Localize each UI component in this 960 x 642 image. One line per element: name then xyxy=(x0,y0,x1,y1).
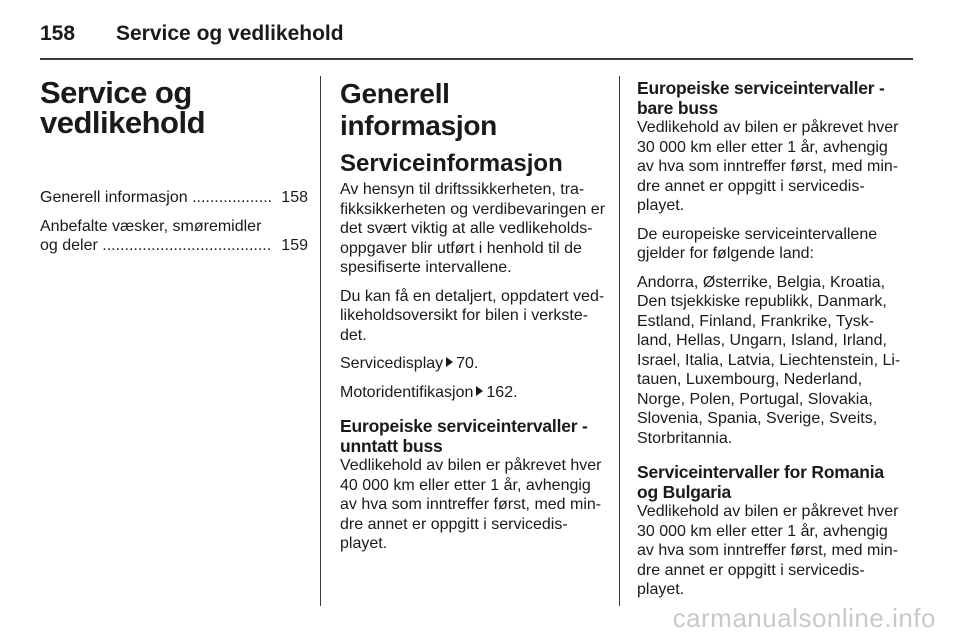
page-header xyxy=(40,14,913,54)
paragraph: Av hensyn til driftssikkerheten, tra- fikksikkerheten og verdibevaringen er det svært viktig at alle vedlikeholds- oppgaver blir utført i henhold til de spesifiserte intervallene. xyxy=(340,181,606,276)
section-title: Serviceintervaller for Romania og Bulgaria xyxy=(637,462,884,502)
page-reference-icon xyxy=(476,386,483,396)
left-column xyxy=(40,75,308,265)
right-column xyxy=(637,78,917,609)
watermark: carmanualsonline.info xyxy=(672,603,936,633)
middle-column xyxy=(340,78,612,563)
cross-reference[interactable]: Motoridentifikasjon 162. xyxy=(340,383,518,401)
column-divider-2 xyxy=(619,76,620,606)
section-title: Europeiske serviceintervaller - bare buss xyxy=(637,78,885,118)
cross-reference[interactable]: Servicedisplay 70. xyxy=(340,355,479,372)
toc-entry[interactable]: Anbefalte væsker, smøremidler og deler ...................................... 159 xyxy=(40,217,308,254)
paragraph: Vedlikehold av bilen er påkrevet hver 40 000 km eller etter 1 år, avhengig av hva som inntreffer først, med min- dre annet er oppgitt i servicedis- playet. xyxy=(340,457,602,552)
paragraph: Vedlikehold av bilen er påkrevet hver 30 000 km eller etter 1 år, avhengig av hva som inntreffer først, med min- dre annet er oppgitt i servicedis- playet. xyxy=(637,503,899,598)
paragraph: Du kan få en detaljert, oppdatert ved- likeholdsoversikt for bilen i verkste- det. xyxy=(340,287,605,344)
section-title: Europeiske serviceintervaller - unntatt buss xyxy=(340,416,588,456)
table-of-contents xyxy=(40,188,308,256)
section-heading: Generell informasjon xyxy=(340,78,497,141)
subsection-heading: Serviceinformasjon xyxy=(340,150,563,177)
page-reference-icon xyxy=(446,357,453,367)
page-number: 158 xyxy=(40,22,76,45)
running-title: Service og vedlikehold xyxy=(116,22,344,45)
toc-entry[interactable]: Generell informasjon .................. 158 xyxy=(40,189,308,206)
paragraph: Vedlikehold av bilen er påkrevet hver 30 000 km eller etter 1 år, avhengig av hva som inntreffer først, med min- dre annet er oppgitt i servicedis- playet. xyxy=(637,119,899,214)
column-divider-1 xyxy=(320,76,321,606)
header-rule xyxy=(40,58,913,60)
paragraph: De europeiske serviceintervallene gjelder for følgende land: xyxy=(637,225,878,262)
chapter-title: Service og vedlikehold xyxy=(40,75,206,140)
country-list: Andorra, Østerrike, Belgia, Kroatia, Den tsjekkiske republikk, Danmark, Estland, Finland, Frankrike, Tysk- land, Hellas, Ungarn, Island, Irland, Israel, Italia, Latvia, Liechtenstein, Li- tauen, Luxembourg, Nederland, Norge, Polen, Portugal, Slovakia, Slovenia, Spania, Sverige, Sveits, Storbritannia. xyxy=(637,273,901,447)
